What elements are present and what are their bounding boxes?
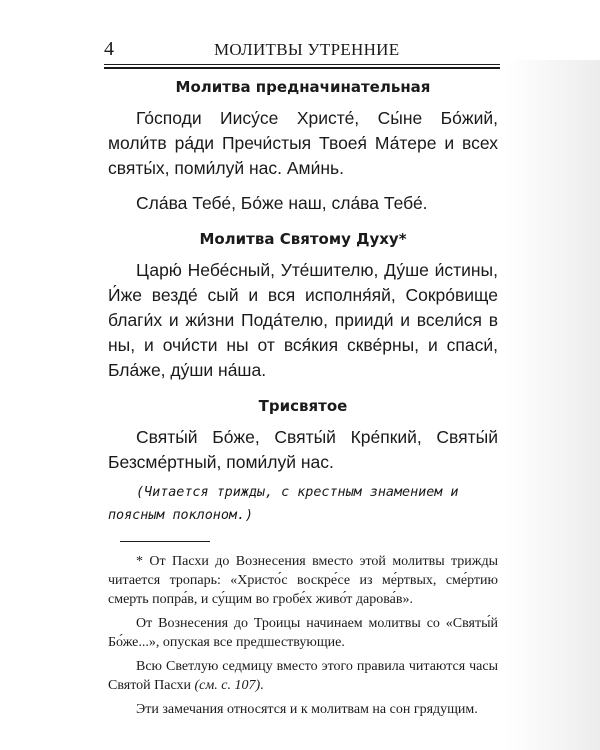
footnote: Эти замечания относятся и к молитвам на сон грядущим. — [136, 702, 478, 717]
header-rule-thin — [104, 64, 500, 65]
prayer-text: Царю́ Небе́сный, Уте́шителю, Ду́ше и́стины, И́же везде́ сый и вся исполня́яй, Сокро́вище благи́х и жи́зни Пода́телю, прииди́ и всели́ся в ны, и очи́сти ны от вся́кия скве́рны, и спаси́, Бла́же, ду́ши на́ша. — [108, 260, 498, 380]
rubric-note: (Читается трижды, с крестным знамением и поясным поклоном.) — [108, 485, 459, 523]
page-reference: (см. с. 107) — [194, 678, 261, 693]
page-number: 4 — [104, 38, 114, 60]
section-heading-holy-spirit-prayer: Молитва Святому Духу* — [199, 230, 407, 248]
page-edge-shadow — [506, 60, 600, 750]
footnote: Всю Светлую седмицу вместо этого правила читаются часы Святой Пасхи (см. с. 107). — [108, 659, 498, 693]
prayer-text: Сла́ва Тебе́, Бо́же наш, сла́ва Тебе́. — [136, 193, 428, 213]
section-heading-preliminary-prayer: Молитва предначинательная — [175, 78, 431, 96]
prayer-text: Го́споди Иису́се Христе́, Сы́не Бо́жий, моли́тв ра́ди Пречи́стыя Твоея́ Ма́тере и всех святы́х, поми́луй нас. Ами́нь. — [108, 108, 498, 178]
page-body — [108, 78, 498, 724]
running-title: МОЛИТВЫ УТРЕННИЕ — [214, 40, 400, 59]
footnote: * От Пасхи до Вознесения вместо этой молитвы трижды читается тропарь: «Христо́с воскре́се из ме́ртвых, сме́ртию смерть попра́в, и су́щим во гробе́х живо́т дарова́в». — [108, 554, 498, 607]
footnote: От Вознесения до Троицы начинаем молитвы со «Святы́й Бо́же...», опуская все предшествующие. — [108, 616, 498, 650]
prayer-text: Святы́й Бо́же, Святы́й Кре́пкий, Святы́й Безсме́ртный, поми́луй нас. — [108, 427, 498, 472]
page-header — [104, 38, 500, 64]
header-rule-thick — [104, 67, 500, 69]
section-heading-trisagion: Трисвятое — [258, 397, 348, 415]
footnote-separator — [120, 541, 210, 542]
footnote-text: Всю Светлую седмицу вместо этого правила читаются часы Святой Пасхи — [108, 659, 498, 693]
